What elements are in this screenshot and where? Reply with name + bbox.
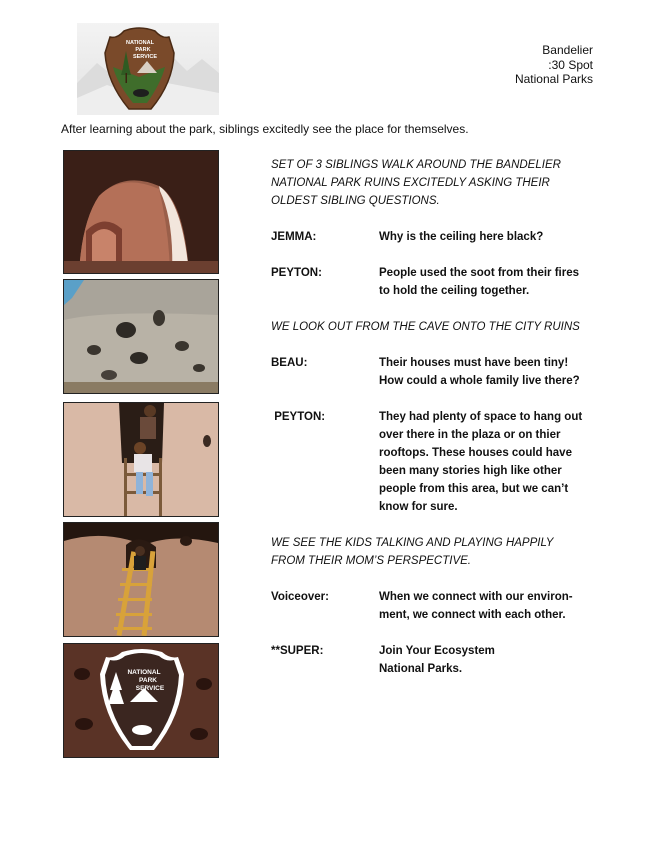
speaker: PEYTON: <box>271 267 322 279</box>
speaker: **SUPER: <box>271 645 324 657</box>
svg-text:SERVICE: SERVICE <box>135 685 165 692</box>
frame-2 <box>63 279 219 394</box>
svg-text:PARK: PARK <box>135 47 151 53</box>
frame-1 <box>63 150 219 274</box>
nps-arrowhead-over-ruins-photo-icon <box>64 644 218 757</box>
line: Their houses must have been tiny! How could a whole family live there? <box>379 357 580 387</box>
line: People used the soot from their fires to hold the ceiling together. <box>379 267 580 297</box>
speaker: BEAU: <box>271 357 308 369</box>
direction-1: SET OF 3 SIBLINGS WALK AROUND THE BANDELIER NATIONAL PARK RUINS EXCITEDLY ASKING THEIR OLDEST SIBLING QUESTIONS. <box>271 159 561 207</box>
frame-3 <box>63 402 219 517</box>
direction-3: WE SEE THE KIDS TALKING AND PLAYING HAPPILY FROM THEIR MOM’S PERSPECTIVE. <box>271 537 554 567</box>
frame-5 <box>63 643 219 758</box>
meta-client: National Parks <box>514 72 593 86</box>
svg-text:PARK: PARK <box>139 677 157 684</box>
kids-on-ladder-photo-icon <box>64 403 218 516</box>
intro-text: After learning about the park, siblings excitedly see the place for themselves. <box>61 122 469 136</box>
cliff-dwelling-photo-icon <box>64 280 218 393</box>
spot-meta <box>515 43 593 87</box>
frame-4 <box>63 522 219 637</box>
line: Join Your Ecosystem National Parks. <box>379 645 495 675</box>
meta-length: :30 Spot <box>548 57 593 72</box>
logo-text-national: NATIONAL <box>125 40 155 46</box>
line: They had plenty of space to hang out over there in the plaza or on thier rooftops. These houses could have been many stories high like other people from this area, but we can’t know for sure. <box>379 411 583 513</box>
speaker: JEMMA: <box>271 231 317 243</box>
line: Why is the ceiling here black? <box>379 231 544 243</box>
speaker: PEYTON: <box>271 411 326 423</box>
ladder-to-cave-photo-icon <box>64 523 218 636</box>
nps-arrowhead-icon <box>77 23 219 115</box>
speaker: Voiceover: <box>271 591 329 603</box>
svg-text:SERVICE: SERVICE <box>132 54 158 60</box>
line: When we connect with our environ- ment, we connect with each other. <box>379 591 573 621</box>
meta-park: Bandelier <box>542 43 593 57</box>
nps-logo <box>77 23 219 115</box>
cave-alcove-photo-icon <box>64 151 218 273</box>
svg-text:NATIONAL: NATIONAL <box>127 669 161 676</box>
direction-2: WE LOOK OUT FROM THE CAVE ONTO THE CITY RUINS <box>271 321 580 333</box>
